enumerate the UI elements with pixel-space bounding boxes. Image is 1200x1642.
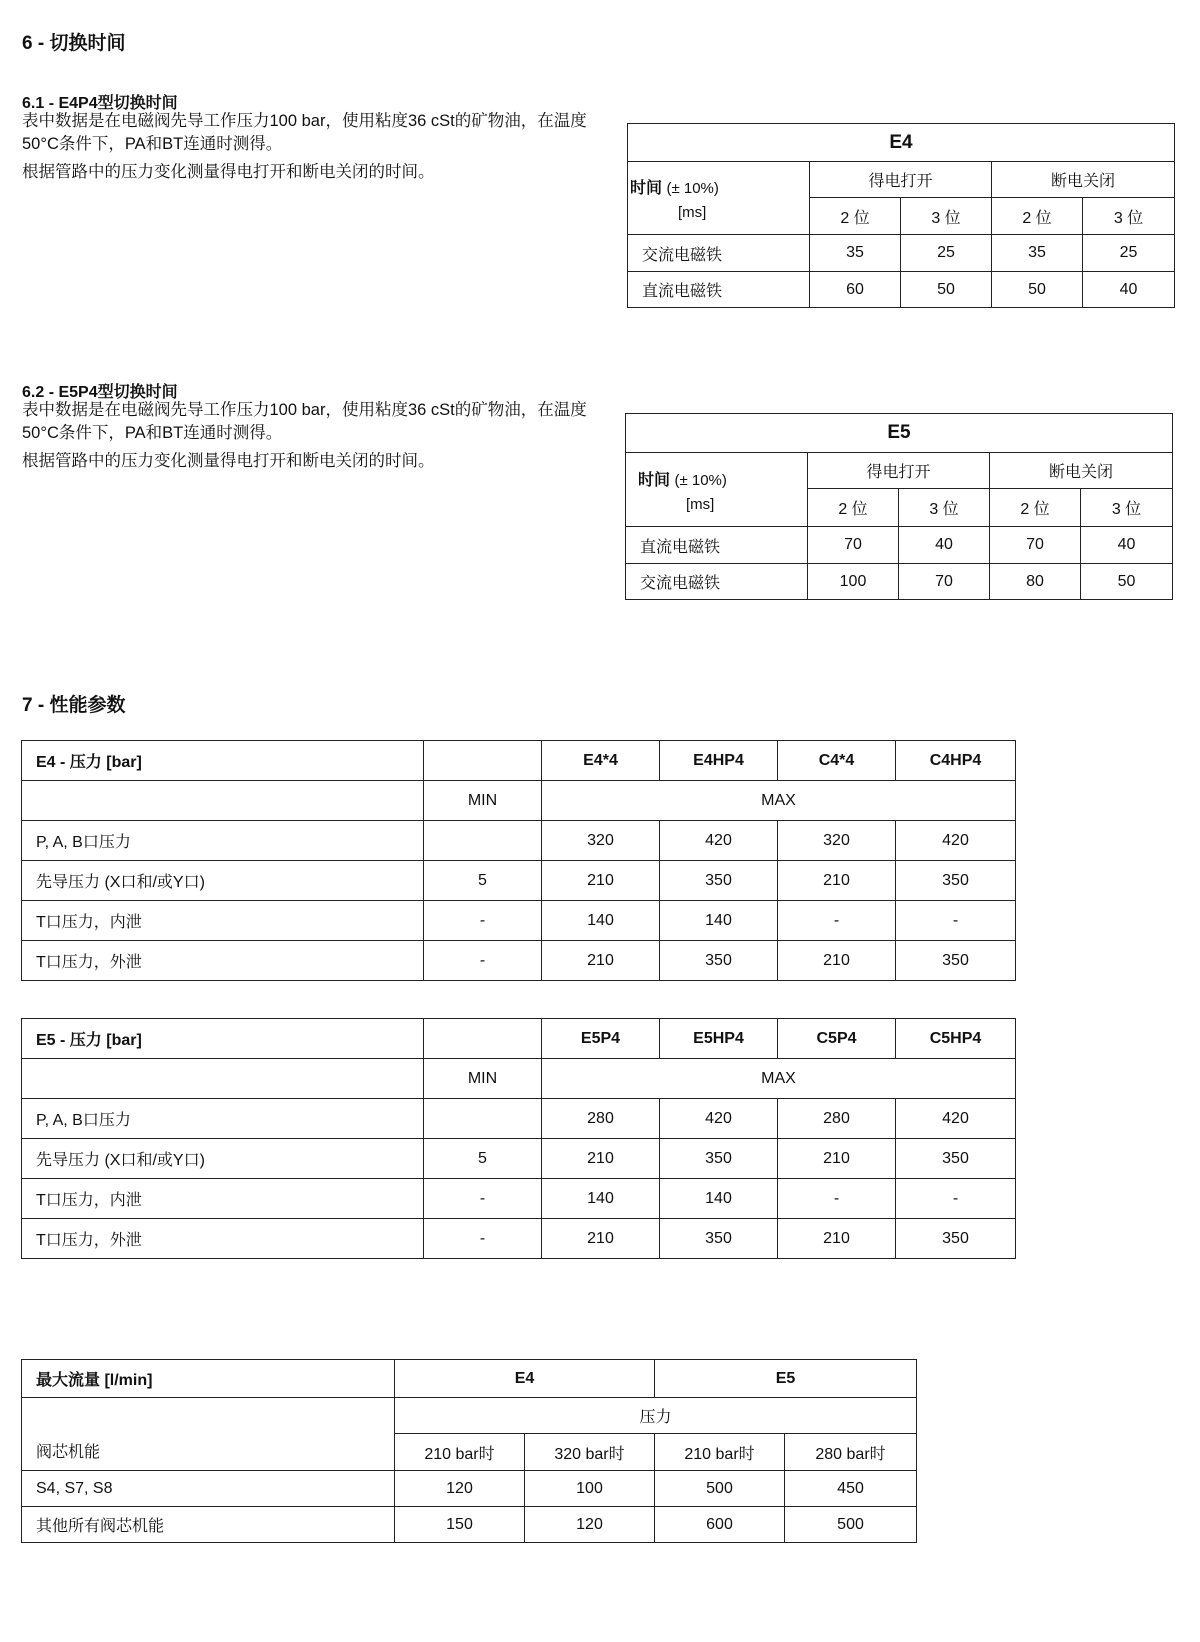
- table-cell: 70: [808, 527, 899, 564]
- position-header: 2 位: [808, 489, 899, 527]
- table-cell: 50: [901, 272, 992, 308]
- pressure-column-header: 320 bar时: [525, 1434, 655, 1471]
- section-6-title: 6 - 切换时间: [22, 33, 126, 54]
- model-header: E4*4: [542, 741, 660, 781]
- table-cell: 350: [896, 1139, 1016, 1179]
- spool-function-header: 阀芯机能: [22, 1398, 395, 1471]
- table-cell: 420: [896, 821, 1016, 861]
- table-cell: 40: [1081, 527, 1173, 564]
- model-header: C4HP4: [896, 741, 1016, 781]
- e4-pressure-table: [21, 740, 1016, 981]
- table-cell: 100: [525, 1471, 655, 1507]
- table-cell: 210: [542, 1139, 660, 1179]
- time-label: 时间: [638, 471, 671, 489]
- table-row: [22, 1179, 1016, 1219]
- row-label: 先导压力 (X口和/或Y口): [22, 1139, 424, 1179]
- table-cell: 320: [778, 821, 896, 861]
- table-cell: 140: [542, 901, 660, 941]
- model-header: C5HP4: [896, 1019, 1016, 1059]
- paragraph: 表中数据是在电磁阀先导工作压力100 bar，使用粘度36 cSt的矿物油，在温度50°C条件下，PA和BT连通时测得。: [22, 401, 587, 442]
- model-header: E5P4: [542, 1019, 660, 1059]
- e5-header: E5: [655, 1360, 917, 1398]
- table-cell: 350: [660, 1139, 778, 1179]
- max-header: MAX: [542, 781, 1016, 821]
- table-cell: 210: [778, 861, 896, 901]
- position-header: 3 位: [901, 198, 992, 235]
- pressure-column-header: 210 bar时: [655, 1434, 785, 1471]
- row-label: 其他所有阀芯机能: [22, 1507, 395, 1543]
- min-cell: -: [424, 901, 542, 941]
- energized-open-header: 得电打开: [808, 453, 990, 489]
- table-cell: 70: [899, 564, 990, 600]
- table-row: [22, 861, 1016, 901]
- row-label: T口压力，外泄: [22, 1219, 424, 1259]
- model-header: C4*4: [778, 741, 896, 781]
- pressure-column-header: 210 bar时: [395, 1434, 525, 1471]
- section-6-2-title: 6.2 - E5P4型切换时间: [22, 384, 178, 401]
- min-cell: -: [424, 1219, 542, 1259]
- table-cell: 80: [990, 564, 1081, 600]
- position-header: 2 位: [990, 489, 1081, 527]
- table-cell: 25: [1083, 235, 1175, 272]
- table-row: [22, 1099, 1016, 1139]
- max-flow-table: [21, 1359, 917, 1543]
- row-label: T口压力，内泄: [22, 1179, 424, 1219]
- table-cell: 320: [542, 821, 660, 861]
- table-row: [22, 1139, 1016, 1179]
- row-label: T口压力，外泄: [22, 941, 424, 981]
- table-cell: 210: [542, 861, 660, 901]
- time-unit: [ms]: [678, 204, 707, 221]
- row-label: 交流电磁铁: [628, 235, 810, 272]
- table-cell: -: [896, 1179, 1016, 1219]
- table-cell: 150: [395, 1507, 525, 1543]
- table-cell: 50: [992, 272, 1083, 308]
- table-header: 最大流量 [l/min]: [22, 1360, 395, 1398]
- empty-cell: [22, 781, 424, 821]
- table-row: [628, 272, 1175, 308]
- section-7-title: 7 - 性能参数: [22, 695, 126, 716]
- table-cell: -: [778, 901, 896, 941]
- max-header: MAX: [542, 1059, 1016, 1099]
- min-header: MIN: [424, 1059, 542, 1099]
- row-label: 交流电磁铁: [626, 564, 808, 600]
- table-cell: 350: [896, 941, 1016, 981]
- table-cell: 140: [660, 901, 778, 941]
- empty-cell: [424, 1019, 542, 1059]
- table-cell: 100: [808, 564, 899, 600]
- table-cell: 50: [1081, 564, 1173, 600]
- section-6-1-text: [22, 110, 592, 189]
- table-row: [22, 1471, 917, 1507]
- de-energized-close-header: 断电关闭: [990, 453, 1173, 489]
- table-cell: 450: [785, 1471, 917, 1507]
- table-cell: 70: [990, 527, 1081, 564]
- table-cell: 40: [899, 527, 990, 564]
- section-6-1-title: 6.1 - E4P4型切换时间: [22, 95, 178, 112]
- table-cell: -: [896, 901, 1016, 941]
- pressure-column-header: 280 bar时: [785, 1434, 917, 1471]
- row-label: S4, S7, S8: [22, 1471, 395, 1507]
- table-cell: 350: [660, 861, 778, 901]
- model-header: C5P4: [778, 1019, 896, 1059]
- table-cell: 350: [896, 1219, 1016, 1259]
- model-header: E4HP4: [660, 741, 778, 781]
- e5-pressure-table: [21, 1018, 1016, 1259]
- table-title: E5: [626, 414, 1173, 453]
- table-cell: 420: [660, 821, 778, 861]
- table-cell: 350: [660, 941, 778, 981]
- table-cell: 210: [542, 1219, 660, 1259]
- table-header: E4 - 压力 [bar]: [22, 741, 424, 781]
- min-cell: -: [424, 1179, 542, 1219]
- table-cell: 25: [901, 235, 992, 272]
- min-cell: 5: [424, 1139, 542, 1179]
- table-cell: 350: [896, 861, 1016, 901]
- empty-cell: [424, 741, 542, 781]
- table-cell: 420: [660, 1099, 778, 1139]
- time-unit: [ms]: [686, 495, 715, 513]
- min-cell: [424, 1099, 542, 1139]
- position-header: 3 位: [1083, 198, 1175, 235]
- e4-switching-time-table: [627, 123, 1175, 308]
- table-row: [22, 821, 1016, 861]
- section-6-2-text: [22, 399, 592, 478]
- table-row: [22, 901, 1016, 941]
- position-header: 3 位: [899, 489, 990, 527]
- table-row: [22, 1219, 1016, 1259]
- table-cell: 280: [778, 1099, 896, 1139]
- table-cell: 140: [542, 1179, 660, 1219]
- table-cell: 210: [778, 1139, 896, 1179]
- table-row: [626, 564, 1173, 600]
- de-energized-close-header: 断电关闭: [992, 162, 1175, 198]
- table-cell: 210: [542, 941, 660, 981]
- table-cell: 60: [810, 272, 901, 308]
- table-row: [22, 941, 1016, 981]
- pressure-header: 压力: [395, 1398, 917, 1434]
- time-tolerance: (± 10%): [674, 471, 727, 489]
- time-header-cell: [626, 453, 808, 527]
- table-cell: 500: [785, 1507, 917, 1543]
- table-row: [628, 235, 1175, 272]
- position-header: 2 位: [810, 198, 901, 235]
- min-cell: 5: [424, 861, 542, 901]
- position-header: 3 位: [1081, 489, 1173, 527]
- row-label: 先导压力 (X口和/或Y口): [22, 861, 424, 901]
- table-cell: 120: [395, 1471, 525, 1507]
- paragraph: 表中数据是在电磁阀先导工作压力100 bar，使用粘度36 cSt的矿物油，在温度50°C条件下，PA和BT连通时测得。: [22, 112, 587, 153]
- table-cell: 210: [778, 1219, 896, 1259]
- empty-cell: [22, 1059, 424, 1099]
- row-label: 直流电磁铁: [626, 527, 808, 564]
- table-cell: 35: [810, 235, 901, 272]
- row-label: 直流电磁铁: [628, 272, 810, 308]
- table-cell: 600: [655, 1507, 785, 1543]
- model-header: E5HP4: [660, 1019, 778, 1059]
- e5-switching-time-table: [625, 413, 1173, 600]
- table-cell: -: [778, 1179, 896, 1219]
- table-cell: 35: [992, 235, 1083, 272]
- time-tolerance: (± 10%): [666, 180, 719, 197]
- min-cell: -: [424, 941, 542, 981]
- table-cell: 420: [896, 1099, 1016, 1139]
- table-cell: 120: [525, 1507, 655, 1543]
- table-title: E4: [628, 124, 1175, 162]
- table-cell: 280: [542, 1099, 660, 1139]
- paragraph: 根据管路中的压力变化测量得电打开和断电关闭的时间。: [22, 452, 435, 470]
- e4-header: E4: [395, 1360, 655, 1398]
- position-header: 2 位: [992, 198, 1083, 235]
- row-label: P, A, B口压力: [22, 821, 424, 861]
- row-label: T口压力，内泄: [22, 901, 424, 941]
- table-cell: 40: [1083, 272, 1175, 308]
- min-cell: [424, 821, 542, 861]
- table-row: [626, 527, 1173, 564]
- time-header-cell: [628, 162, 810, 235]
- table-cell: 210: [778, 941, 896, 981]
- min-header: MIN: [424, 781, 542, 821]
- table-cell: 350: [660, 1219, 778, 1259]
- time-label: 时间: [630, 180, 663, 197]
- paragraph: 根据管路中的压力变化测量得电打开和断电关闭的时间。: [22, 163, 435, 181]
- table-cell: 500: [655, 1471, 785, 1507]
- table-row: [22, 1507, 917, 1543]
- row-label: P, A, B口压力: [22, 1099, 424, 1139]
- table-header: E5 - 压力 [bar]: [22, 1019, 424, 1059]
- table-cell: 140: [660, 1179, 778, 1219]
- energized-open-header: 得电打开: [810, 162, 992, 198]
